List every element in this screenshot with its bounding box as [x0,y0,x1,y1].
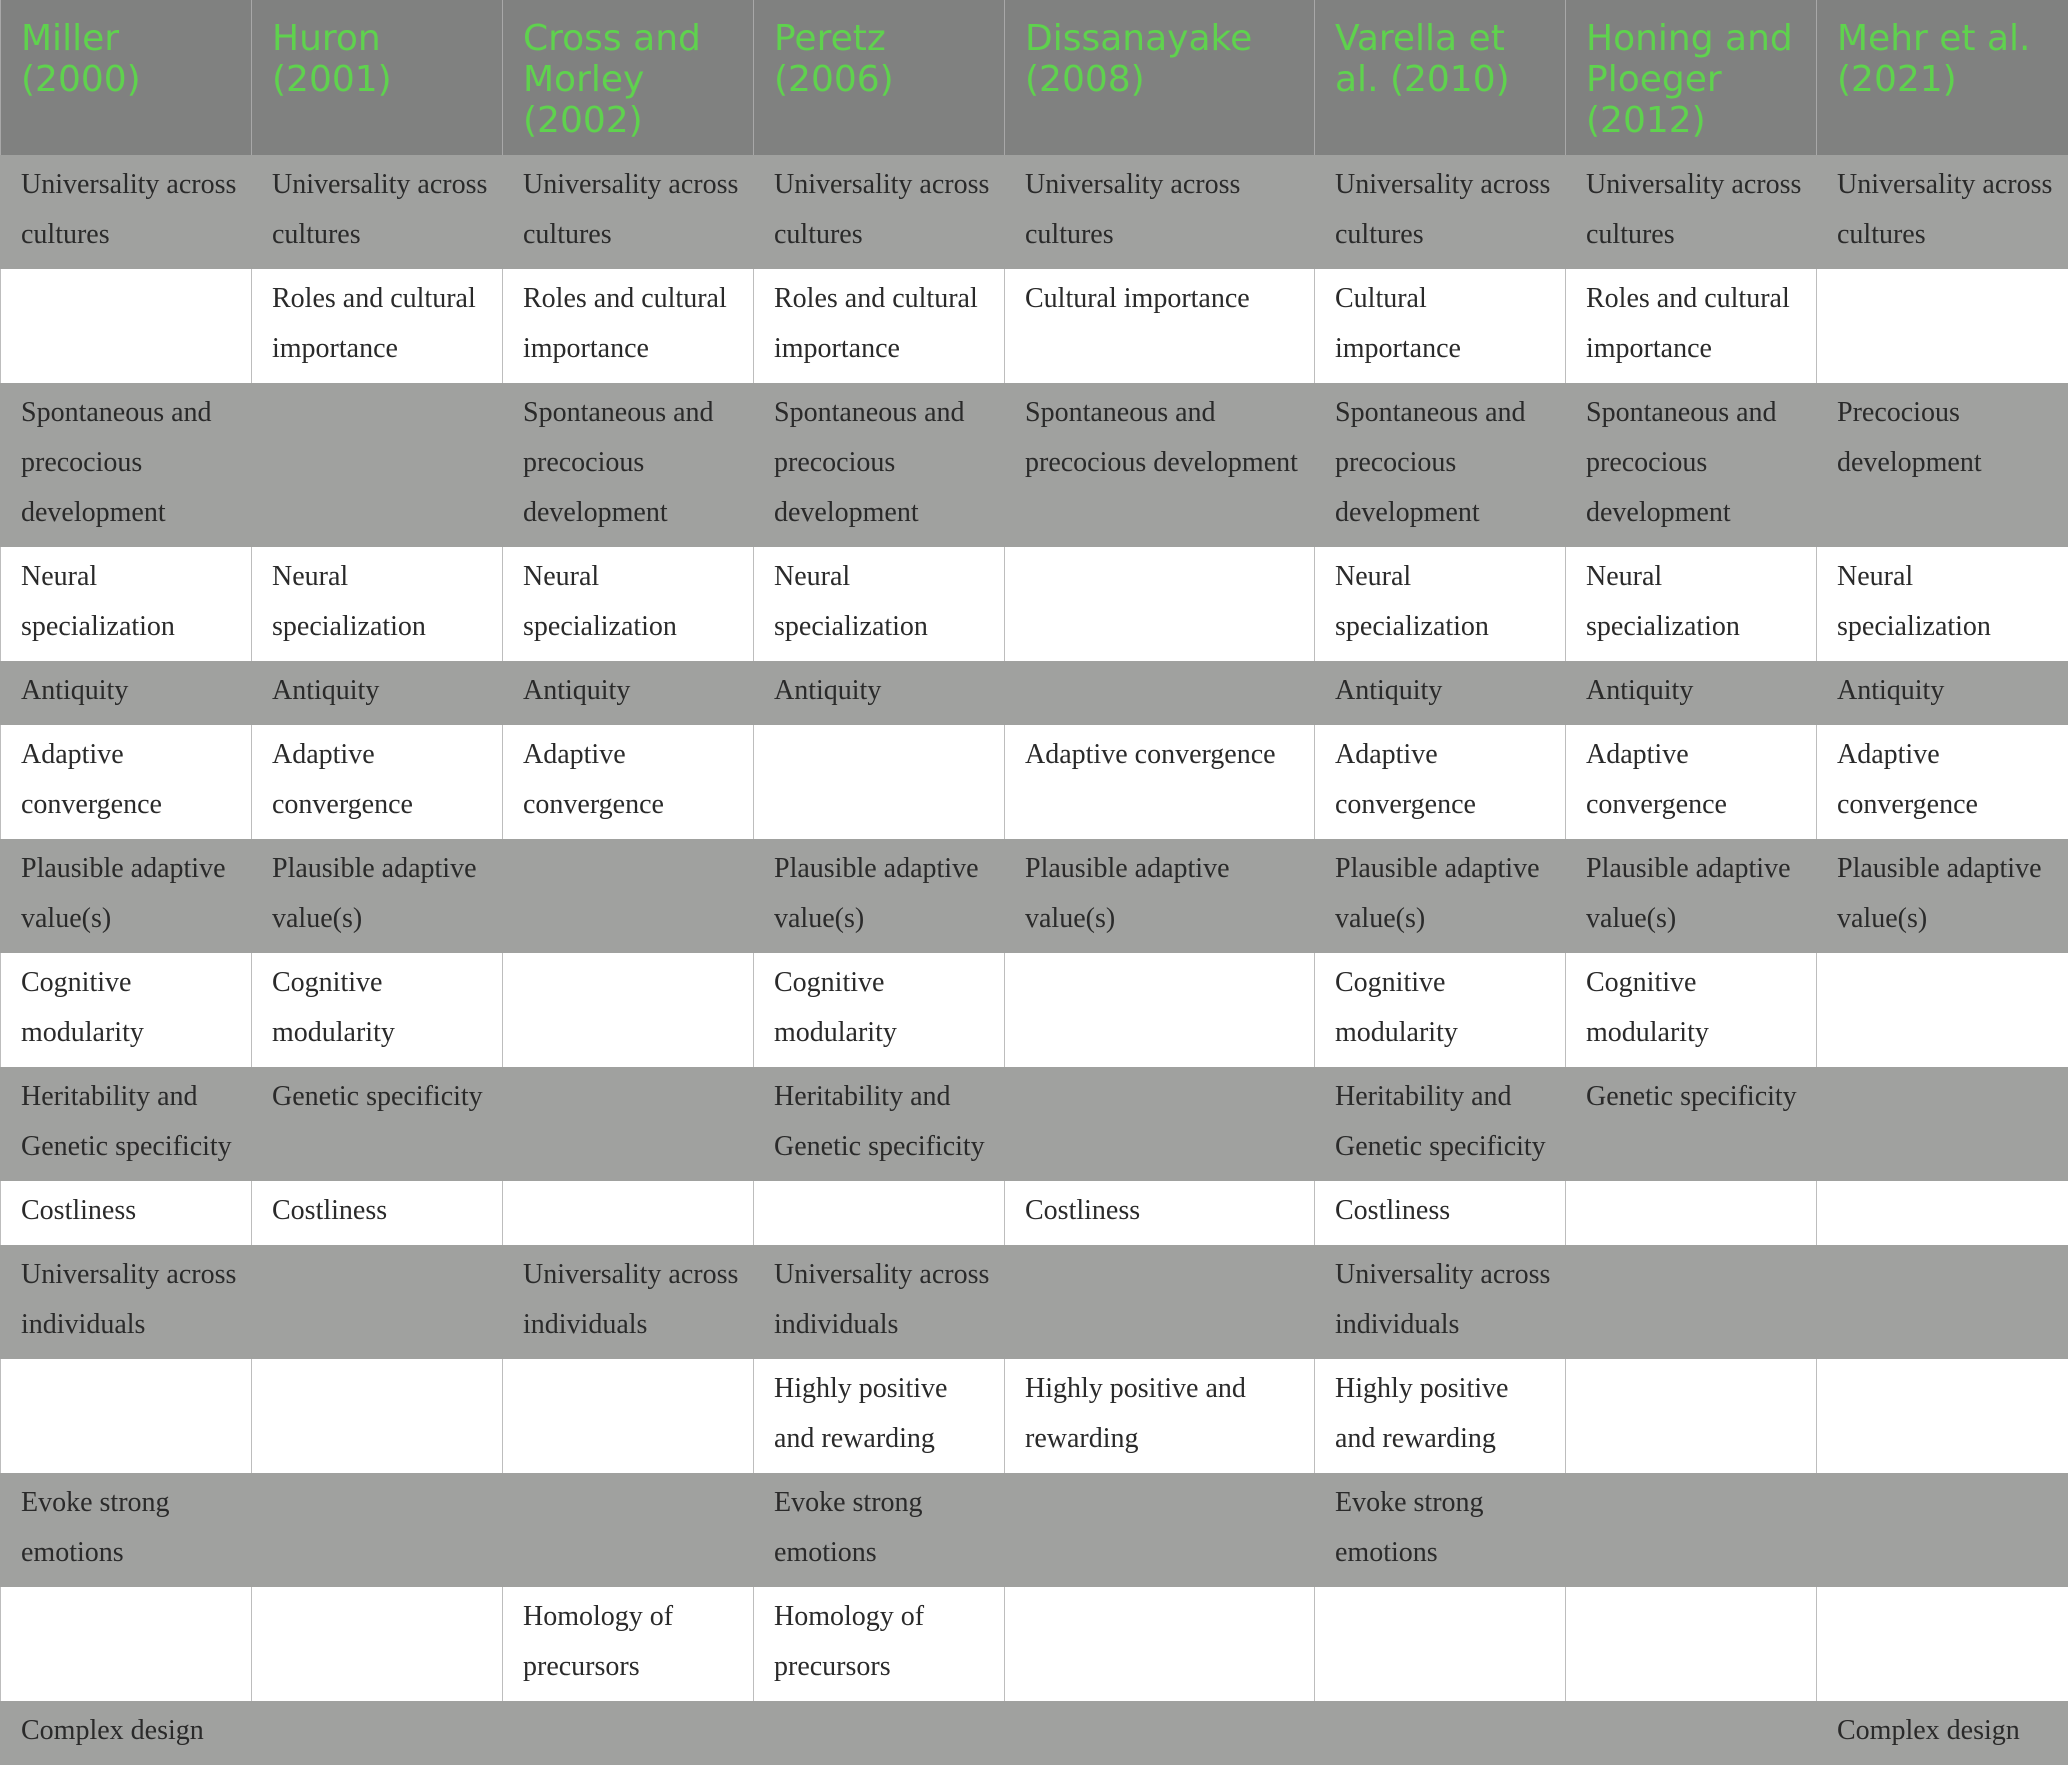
table-cell: Universality across individuals [1315,1245,1566,1359]
table-cell [252,383,503,547]
table-cell [1817,1473,2068,1587]
table-cell: Plausible adaptive value(s) [1,839,252,953]
table-cell: Spontaneous and precocious development [1315,383,1566,547]
table-cell [503,1181,754,1245]
table-cell: Cultural importance [1315,269,1566,383]
table-cell [1005,1473,1315,1587]
table-cell: Antiquity [754,661,1005,725]
table-cell [1566,1181,1817,1245]
table-cell: Neural specialization [252,547,503,661]
table-cell: Cognitive modularity [1566,953,1817,1067]
table-cell: Heritability and Genetic specificity [1,1067,252,1181]
table-cell: Roles and cultural importance [252,269,503,383]
table-cell: Precocious development [1817,383,2068,547]
table-cell: Heritability and Genetic specificity [1315,1067,1566,1181]
table-cell [503,1701,754,1765]
table-cell [503,1473,754,1587]
table-cell [1,1587,252,1701]
table-cell [1817,1587,2068,1701]
table-cell: Adaptive convergence [1,725,252,839]
table-cell [252,1587,503,1701]
table-cell: Universality across cultures [1005,155,1315,269]
table-row [1,1245,2068,1359]
table-cell [1817,269,2068,383]
table-cell [754,1701,1005,1765]
table-cell [503,1359,754,1473]
column-header-honing-ploeger-2012: Honing and Ploeger (2012) [1566,0,1817,155]
table-cell: Highly positive and rewarding [1315,1359,1566,1473]
table-cell: Homology of precursors [754,1587,1005,1701]
table-cell: Cognitive modularity [1315,953,1566,1067]
table-row [1,1473,2068,1587]
table-cell: Universality across cultures [252,155,503,269]
table-cell [1817,1245,2068,1359]
table-cell [754,1181,1005,1245]
header-row [1,0,2068,155]
table-cell: Spontaneous and precocious development [1566,383,1817,547]
table-cell: Spontaneous and precocious development [754,383,1005,547]
table-cell: Costliness [1005,1181,1315,1245]
table-row [1,1359,2068,1473]
table-cell: Evoke strong emotions [1315,1473,1566,1587]
table-cell: Universality across individuals [503,1245,754,1359]
table-cell [1315,1587,1566,1701]
table-cell: Costliness [252,1181,503,1245]
table-body [1,155,2068,1765]
column-header-peretz-2006: Peretz (2006) [754,0,1005,155]
column-header-huron-2001: Huron (2001) [252,0,503,155]
table-row [1,269,2068,383]
table-cell: Antiquity [503,661,754,725]
column-header-varella-2010: Varella et al. (2010) [1315,0,1566,155]
table-cell: Universality across individuals [754,1245,1005,1359]
table-cell: Neural specialization [1566,547,1817,661]
table-cell [1005,1067,1315,1181]
table-cell [252,1701,503,1765]
table-row [1,661,2068,725]
table-cell: Cognitive modularity [252,953,503,1067]
table-cell: Neural specialization [1,547,252,661]
table-cell: Universality across cultures [503,155,754,269]
table-cell [1566,1473,1817,1587]
table-cell: Spontaneous and precocious development [503,383,754,547]
table-cell: Costliness [1315,1181,1566,1245]
table-cell [1566,1359,1817,1473]
table-cell [252,1245,503,1359]
table-cell: Genetic specificity [1566,1067,1817,1181]
table-cell [1005,1245,1315,1359]
table-cell: Neural specialization [503,547,754,661]
table-row [1,1701,2068,1765]
table-cell [1817,1181,2068,1245]
table-cell: Universality across cultures [1,155,252,269]
table-cell [1005,1587,1315,1701]
table-row [1,953,2068,1067]
table-cell: Plausible adaptive value(s) [1566,839,1817,953]
table-row [1,1587,2068,1701]
table-cell: Universality across cultures [1315,155,1566,269]
table-cell: Evoke strong emotions [1,1473,252,1587]
table-cell [1566,1587,1817,1701]
table-cell: Adaptive convergence [1005,725,1315,839]
table-cell [1,269,252,383]
table-cell [1315,1701,1566,1765]
table-cell [252,1359,503,1473]
table-row [1,547,2068,661]
table-cell: Spontaneous and precocious development [1,383,252,547]
table-cell: Universality across cultures [1566,155,1817,269]
table-row [1,725,2068,839]
table-cell [1817,1067,2068,1181]
table-cell: Homology of precursors [503,1587,754,1701]
table-header [1,0,2068,155]
table-cell [1005,953,1315,1067]
table-cell [1,1359,252,1473]
table-row [1,383,2068,547]
table-cell: Roles and cultural importance [1566,269,1817,383]
table-cell: Complex design [1,1701,252,1765]
table-row [1,1067,2068,1181]
table-cell [1005,661,1315,725]
table-cell: Roles and cultural importance [754,269,1005,383]
table-cell: Neural specialization [754,547,1005,661]
table-cell: Plausible adaptive value(s) [1005,839,1315,953]
table-cell: Universality across individuals [1,1245,252,1359]
table-cell: Highly positive and rewarding [1005,1359,1315,1473]
table-cell: Neural specialization [1817,547,2068,661]
table-cell [1566,1245,1817,1359]
table-cell: Spontaneous and precocious development [1005,383,1315,547]
table-row [1,155,2068,269]
table-cell: Adaptive convergence [503,725,754,839]
table-cell: Cognitive modularity [754,953,1005,1067]
table-row [1,1181,2068,1245]
table-cell: Neural specialization [1315,547,1566,661]
table-row [1,839,2068,953]
table-cell: Adaptive convergence [1566,725,1817,839]
table-cell: Costliness [1,1181,252,1245]
table-cell [754,725,1005,839]
table-cell: Evoke strong emotions [754,1473,1005,1587]
table-cell: Plausible adaptive value(s) [754,839,1005,953]
table-cell: Antiquity [1,661,252,725]
table-cell [503,953,754,1067]
table-cell: Adaptive convergence [1315,725,1566,839]
table-cell [252,1473,503,1587]
table-cell [1005,1701,1315,1765]
table-cell: Genetic specificity [252,1067,503,1181]
table-cell [1817,1359,2068,1473]
table-cell [503,1067,754,1181]
column-header-miller-2000: Miller (2000) [1,0,252,155]
table-cell: Plausible adaptive value(s) [252,839,503,953]
table-cell: Universality across cultures [1817,155,2068,269]
table-cell: Cognitive modularity [1,953,252,1067]
table-cell: Antiquity [1315,661,1566,725]
table-cell: Roles and cultural importance [503,269,754,383]
table-cell [503,839,754,953]
table-cell: Adaptive convergence [252,725,503,839]
table-cell: Universality across cultures [754,155,1005,269]
table-cell: Plausible adaptive value(s) [1817,839,2068,953]
table-cell: Cultural importance [1005,269,1315,383]
table-cell: Heritability and Genetic specificity [754,1067,1005,1181]
table-cell [1566,1701,1817,1765]
table-cell: Complex design [1817,1701,2068,1765]
table-cell [1005,547,1315,661]
table-cell: Antiquity [252,661,503,725]
column-header-dissanayake-2008: Dissanayake (2008) [1005,0,1315,155]
table-cell: Antiquity [1566,661,1817,725]
table-cell: Highly positive and rewarding [754,1359,1005,1473]
table-cell: Plausible adaptive value(s) [1315,839,1566,953]
table-cell: Adaptive convergence [1817,725,2068,839]
table-cell [1817,953,2068,1067]
column-header-mehr-2021: Mehr et al. (2021) [1817,0,2068,155]
table-cell: Antiquity [1817,661,2068,725]
column-header-cross-morley-2002: Cross and Morley (2002) [503,0,754,155]
